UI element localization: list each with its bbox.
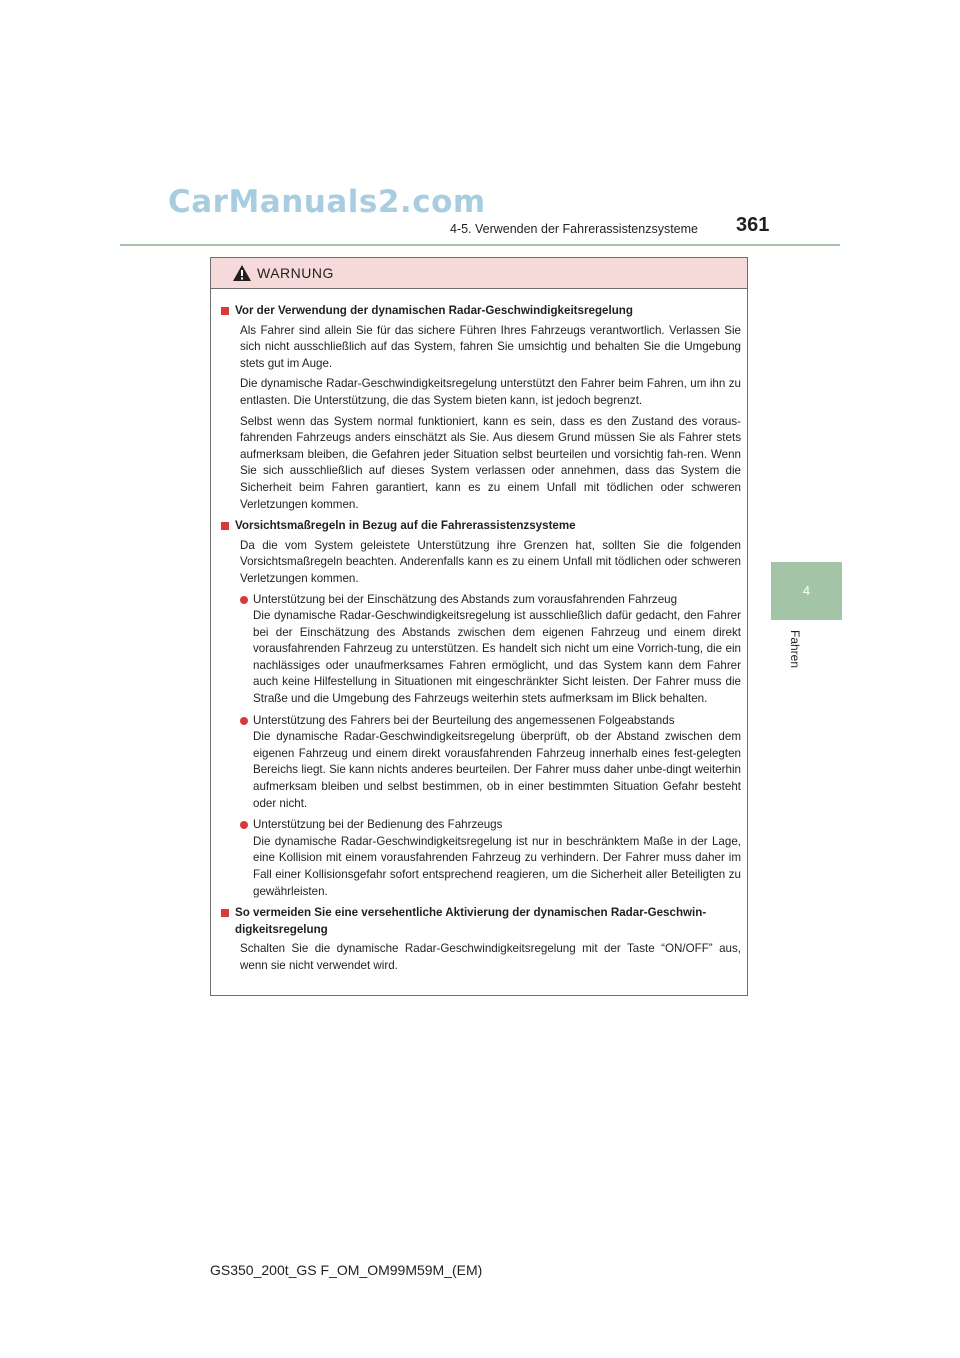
round-bullet-icon <box>240 821 248 829</box>
square-bullet-icon <box>221 522 229 530</box>
list-item-text: Die dynamische Radar-Geschwindigkeitsregelung ist nur in beschränktem Maße in der Lage, eine Kollision mit einem vorausfahrenden Fahrzeug zu verhindern. Der Fahrer muss daher im Fall einer Kollisionsgefahr sofort entsprechend reagieren, um die Sicherheit aller Beteiligten zu gewährleisten. <box>253 834 741 898</box>
document-id: GS350_200t_GS F_OM_OM99M59M_(EM) <box>210 1262 483 1278</box>
section-header: 4-5. Verwenden der Fahrerassistenzsysteme <box>449 222 698 236</box>
list-item <box>240 713 741 813</box>
list-item-heading: Unterstützung bei der Bedienung des Fahrzeugs <box>253 818 503 832</box>
warning-triangle-icon <box>232 264 252 282</box>
page-number: 361 <box>736 214 770 236</box>
warning-section <box>221 905 741 974</box>
list-item <box>240 592 741 708</box>
section-title: Vorsichtsmaßregeln in Bezug auf die Fahrerassistenzsysteme <box>235 519 576 533</box>
warning-title: WARNUNG <box>257 265 334 281</box>
section-title: Vor der Verwendung der dynamischen Radar-Geschwindigkeitsregelung <box>235 304 633 317</box>
paragraph: Selbst wenn das System normal funktioniert, kann es sein, dass es den Zustand des voraus-fahrenden Fahrzeugs anders einschätzt als Sie. Aus diesem Grund müssen Sie als Fahrer stets aufmerksam bleiben, die Gefahren jeder Situation selbst beurteilen und vorsichtig fah-ren. Wenn Sie sich ausschließlich auf dieses System verlassen oder annehmen, dass das System die Sicherheit beim Fahren garantiert, kann es zu einem Unfall mit tödlichen oder schweren Verletzungen kommen. <box>240 414 741 511</box>
round-bullet-icon <box>240 717 248 725</box>
list-item-text: Die dynamische Radar-Geschwindigkeitsregelung überprüft, ob der Abstand zwischen dem eigenen Fahrzeug und einem direkt vorausfahrenden Fahrzeug innerhalb eines fest-gelegten Bereichs liegt. Sie kann nichts anderes beurteilen. Der Fahrer muss daher unbe-dingt weiterhin aufmerksam bleiben und selbst bestimmen, ob in einer bestimmten Situation Gefahr besteht oder nicht. <box>253 730 741 810</box>
warning-section <box>221 518 741 900</box>
square-bullet-icon <box>221 909 229 917</box>
paragraph: Als Fahrer sind allein Sie für das sichere Führen Ihres Fahrzeugs verantwortlich. Verlassen Sie sich nicht ausschließlich auf das System, fahren Sie umsichtig und behalten Sie die Umgebung stets gut im Auge. <box>240 323 741 370</box>
list-item <box>240 817 741 900</box>
chapter-label <box>780 630 840 680</box>
chapter-tab[interactable]: 4 <box>771 562 842 620</box>
watermark-logo: CarManuals2.com <box>168 184 486 220</box>
warning-body <box>211 289 747 975</box>
list-item-heading: Unterstützung des Fahrers bei der Beurteilung des angemessenen Folgeabstands <box>253 713 675 727</box>
paragraph: Die dynamische Radar-Geschwindigkeitsregelung unterstützt den Fahrer beim Fahren, um ihn zu entlasten. Die Unterstützung, die das System bieten kann, ist jedoch begrenzt. <box>240 377 741 407</box>
round-bullet-icon <box>240 596 248 604</box>
chapter-label-text: Fahren <box>788 630 802 669</box>
header-divider <box>120 244 840 246</box>
list-item-heading: Unterstützung bei der Einschätzung des Abstands zum vorausfahrenden Fahrzeug <box>253 592 678 606</box>
warning-header <box>211 258 747 289</box>
warning-section <box>221 303 741 513</box>
section-title: So vermeiden Sie eine versehentliche Aktivierung der dynamischen Radar-Geschwin-digkeitsregelung <box>235 906 707 936</box>
warning-box <box>210 257 748 996</box>
list-item-text: Die dynamische Radar-Geschwindigkeitsregelung ist ausschließlich dafür gedacht, den Fahrer bei der Einschätzung des Abstands zwischen dem eigenen Fahrzeug und einem direkt vorausfahrenden Fahrzeug zu unterstützen. Es handelt sich nicht um eine Vorrich-tung, die ein nachlässiges oder unaufmerksames Fahren ermöglicht, und das System kann dem Fahrer auch keine Hilfestellung in Situationen mit eingeschränkter Sicht leisten. Der Fahrer muss die Straße und die Umgebung des Fahrzeugs weiterhin stets aufmerksam im Blick behalten. <box>253 609 741 706</box>
paragraph: Schalten Sie die dynamische Radar-Geschwindigkeitsregelung mit der Taste “ON/OFF” aus, wenn sie nicht verwendet wird. <box>240 942 741 972</box>
paragraph: Da die vom System geleistete Unterstützung ihre Grenzen hat, sollten Sie die folgenden Vorsichtsmaßregeln beachten. Anderenfalls kann es zu einem Unfall mit tödlichen oder schweren Verletzungen kommen. <box>240 538 741 585</box>
square-bullet-icon <box>221 307 229 315</box>
